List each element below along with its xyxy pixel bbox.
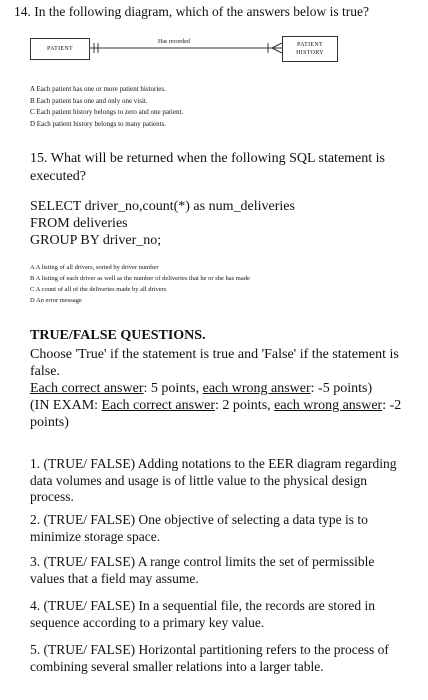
true-false-instructions: [30, 346, 402, 431]
tf-question-1: [30, 456, 400, 506]
tf-question-4: [30, 598, 400, 631]
er-diagram: [14, 30, 414, 76]
exam-wrong-points: : -2 points): [30, 398, 402, 430]
entity-patient-history: [282, 36, 338, 62]
entity-history-label-line2: HISTORY: [296, 50, 324, 56]
q15-option-b: B A listing of each driver as well as the number of deliveries that he or she has made: [30, 275, 250, 282]
scoring-correct-points: : 5 points,: [143, 381, 203, 396]
entity-history-label-line1: PATIENT: [297, 42, 323, 48]
exam-scoring-prefix: (IN EXAM:: [30, 398, 102, 413]
q14-option-a: A Each patient has one or more patient histories.: [30, 85, 166, 93]
q15-option-c: C A count of all of the deliveries made by all drivers: [30, 286, 167, 293]
tf-question-2-text: 2. (TRUE/ FALSE) One objective of selecting a data type is to minimize storage space.: [30, 512, 368, 544]
tf-question-3-text: 3. (TRUE/ FALSE) A range control limits the set of permissible values that a field may assume.: [30, 554, 375, 586]
exam-correct-points: : 2 points,: [215, 398, 275, 413]
q14-option-c: C Each patient history belongs to zero and one patient.: [30, 108, 184, 116]
entity-patient: [30, 38, 90, 60]
instruction-text: Choose 'True' if the statement is true and 'False' if the statement is false.: [30, 347, 399, 379]
tf-question-1-text: 1. (TRUE/ FALSE) Adding notations to the EER diagram regarding data volumes and usage is of little value to the physical design process.: [30, 456, 397, 504]
q15-option-a: A A listing of all drivers, sorted by driver number: [30, 264, 159, 271]
tf-question-3: [30, 554, 400, 587]
q14-option-d: D Each patient history belongs to many patients.: [30, 119, 167, 128]
question-15-prompt: 15. What will be returned when the following SQL statement is executed?: [30, 151, 385, 184]
scoring-wrong-label: each wrong answer: [202, 381, 311, 396]
question-14-options: [30, 84, 183, 130]
scoring-line-1: [30, 380, 402, 397]
question-15-options: [30, 262, 250, 306]
q14-option-b: B Each patient has one and only one visit.: [30, 96, 148, 105]
true-false-title: TRUE/FALSE QUESTIONS.: [30, 328, 206, 343]
sql-line-3: GROUP BY driver_no;: [30, 233, 162, 248]
sql-line-2: FROM deliveries: [30, 216, 128, 231]
q15-option-d: D An error message: [30, 297, 82, 304]
scoring-wrong-points: : -5 points): [310, 381, 373, 396]
tf-question-5-text: 5. (TRUE/ FALSE) Horizontal partitioning refers to the process of combining several smaller relations into a larger table.: [30, 642, 389, 674]
exam-correct-label: Each correct answer: [101, 398, 216, 413]
tf-question-2: [30, 512, 400, 545]
entity-patient-label: PATIENT: [47, 46, 73, 52]
sql-statement: [30, 198, 295, 249]
tf-question-5: [30, 642, 400, 675]
tf-question-4-text: 4. (TRUE/ FALSE) In a sequential file, the records are stored in sequence according to a primary key value.: [30, 598, 376, 630]
sql-line-1: SELECT driver_no,count(*) as num_deliveries: [30, 199, 295, 214]
scoring-line-2: [30, 397, 402, 431]
scoring-correct-label: Each correct answer: [30, 381, 144, 396]
exam-wrong-label: each wrong answer: [274, 398, 383, 413]
relationship-label: Has recorded: [158, 39, 190, 45]
question-14-prompt: 14. In the following diagram, which of the answers below is true?: [14, 4, 370, 19]
